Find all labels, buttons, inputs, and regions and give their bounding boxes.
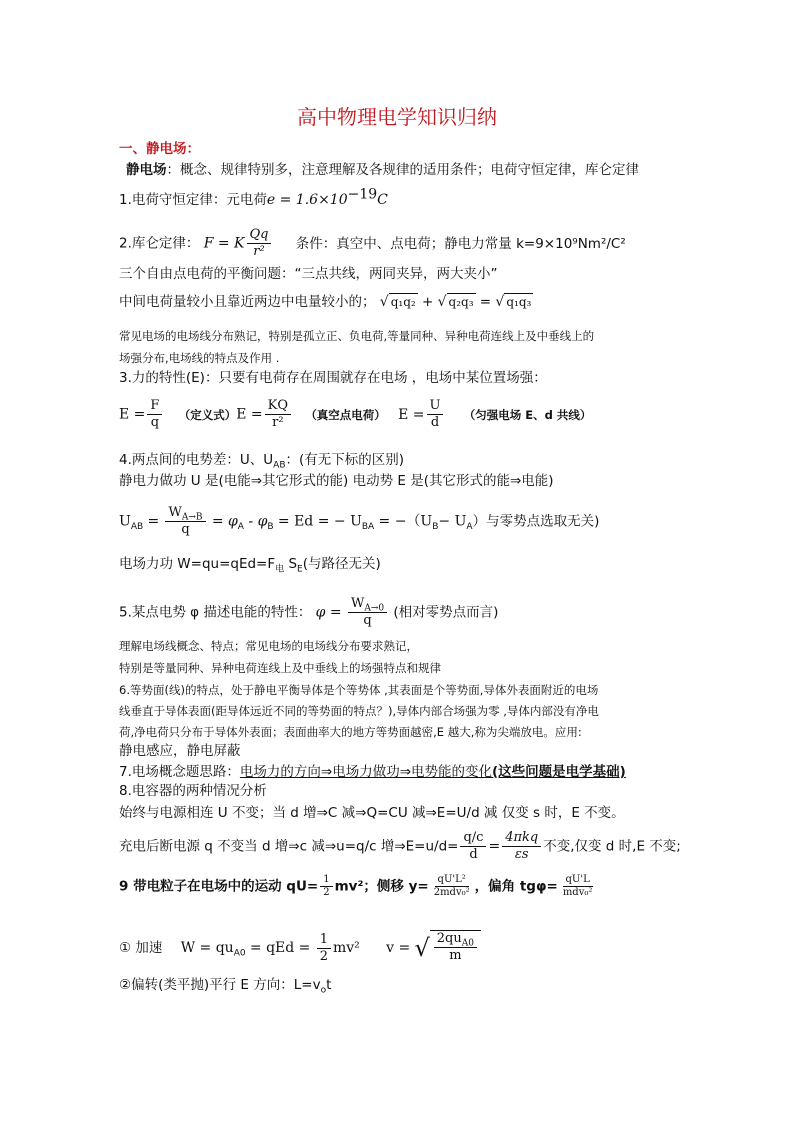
cap2-d2: εs — [514, 847, 529, 862]
potential-num-sub: A→0 — [364, 603, 385, 614]
cap2-tail: 不变,仅变 d 时,E 不变; — [543, 838, 681, 855]
coulomb-den: r² — [253, 244, 265, 259]
deflect-tail: t — [326, 977, 332, 993]
uab-left: U — [119, 513, 131, 530]
item-1-label: 1.电荷守恒定律：元电荷 — [119, 192, 267, 208]
uab-left-sub: AB — [130, 522, 144, 533]
accel-v: v = — [386, 940, 411, 956]
cap2-frac-1 — [460, 830, 486, 863]
uab-tail: = −（U — [378, 513, 433, 530]
common-field-line-1: 常见电场的电场线分布熟记，特别是孤立正、负电荷,等量同种、异种电荷连线上及中垂线上的 — [119, 329, 595, 343]
accelerate-line — [119, 930, 481, 966]
item-1-exp: −19 — [347, 186, 378, 203]
cap2-lead: 充电后断电源 q 不变当 d 增⇒c 减⇒u=q/c 增⇒E=u/d= — [119, 838, 459, 855]
sqrt-1-term: q₁q₂ — [390, 295, 416, 309]
potential-frac — [348, 596, 387, 629]
item-9-t-num: qU'L — [563, 874, 593, 887]
cap2-d1: d — [469, 847, 478, 862]
accel-label: ① 加速 — [119, 940, 163, 956]
accel-half-num: 1 — [317, 932, 331, 949]
potential-num: W — [350, 596, 365, 611]
coulomb-num: Qq — [247, 227, 272, 244]
field-work-line: 电场力功 $W=qu=qEd=F_电$ $S_E$(与路径无关) — [119, 556, 381, 575]
field-formulas — [119, 398, 591, 431]
sqrt-1: √ q₁q₂ — [379, 294, 416, 310]
middle-charge-text: 中间电荷量较小且靠近两边中电量较小的； — [119, 294, 376, 310]
e-uniform-num: U — [427, 398, 444, 415]
intro-bold: 静电场 — [126, 162, 167, 178]
item-9-half-den: 2 — [323, 887, 330, 898]
item-6-line-4: 静电感应，静电屏蔽 — [119, 743, 241, 759]
item-9-half — [320, 874, 332, 899]
uab-den: q — [181, 522, 190, 537]
uab-num: W — [168, 505, 182, 520]
sqrt-3-term: q₁q₃ — [506, 295, 532, 309]
item-1-unit: C — [377, 192, 388, 208]
understand-line-1: 理解电场线概念、特点；常见电场的电场线分布要求熟记， — [119, 639, 418, 653]
understand-line-2: 特别是等量同种、异种电荷连线上及中垂线上的场强特点和规律 — [119, 661, 441, 675]
e-point-note: （真空点电荷） — [305, 407, 386, 422]
item-9-lead: 9 带电粒子在电场中的运动 qU= — [119, 878, 319, 895]
field-work-text: 电场力功 W=qu=qEd=F — [119, 556, 276, 572]
uab-mid: = φ — [211, 513, 238, 530]
common-field-line-2: 场强分布,电场线的特点及作用 . — [119, 351, 280, 365]
cap2-n1: q/c — [460, 830, 486, 847]
item-3: 3.力的特性(E)：只要有电荷存在周围就存在电场 ，电场中某位置场强： — [119, 370, 547, 386]
item-9-mid: ，偏角 tgφ= — [474, 878, 558, 895]
sqrt-2-term: q₂q₃ — [448, 295, 474, 309]
sqrt-3: √ q₁q₃ — [495, 294, 532, 310]
item-9-y-frac — [431, 874, 473, 899]
item-1 — [119, 186, 388, 209]
item-1-formula: e = 1.6×10 — [266, 192, 348, 208]
work-line: 静电力做功 U 是(电能⇒其它形式的能) 电动势 E 是(其它形式的能⇒电能) — [119, 473, 554, 489]
e-point-frac — [265, 398, 291, 431]
item-2-label: 2.库仑定律： — [119, 235, 200, 252]
item-4-tail: ：(有无下标的区别) — [285, 452, 405, 468]
e-uniform-note: （匀强电场 E、d 共线） — [463, 407, 592, 422]
item-9-t-frac — [560, 874, 596, 899]
accel-half — [317, 932, 331, 965]
item-9-t-den: mdv₀² — [562, 887, 593, 898]
item-9-mv: mv²；侧移 y= — [334, 878, 429, 895]
item-9-y-num: qU'L² — [435, 874, 469, 887]
e-label-1: E = — [119, 406, 146, 423]
item-7 — [119, 763, 626, 781]
e-label-3: E = — [398, 406, 425, 423]
item-7-lead: 7.电场概念题思路： — [119, 764, 240, 780]
capacitor-case-1: 始终与电源相连 U 不变；当 d 增⇒C 减⇒Q=CU 减⇒E=U/d 减 仅变 s 时，E 不变。 — [119, 805, 625, 821]
item-5: 5.某点电势 φ 描述电能的特性： φ = $\frac{W_{A\to 0}}{q}$ (相对零势点而言) — [119, 596, 499, 628]
three-charges-line: 三个自由点电荷的平衡问题：“三点共线，两同夹异，两大夹小” — [119, 266, 498, 282]
accel-v-num: 2qu — [436, 931, 462, 946]
item-5-label: 5.某点电势 φ 描述电能的特性： — [119, 604, 312, 621]
uab-formula: $U_{AB}$ = $\frac{W_{A\to B}}{q}$ = $\varphi_A - \varphi_B = Ed$ = − $U_{BA} = -(U_B- U_A)$与零势点选取无关) — [119, 505, 600, 537]
accel-half-den: 2 — [319, 948, 328, 964]
accel-v-den: m — [449, 948, 462, 963]
cap2-n2: 4πkq — [502, 830, 541, 847]
field-work-end: (与路径无关) — [302, 556, 381, 572]
accel-v-num-sub: A0 — [461, 938, 474, 949]
accel-w: W = qu — [180, 940, 234, 956]
middle-charge-line: 中间电荷量较小且靠近两边中电量较小的； √ q₁q₂ + √ q₂q₃ = √ q₁q₃ — [119, 294, 532, 310]
item-9-half-num: 1 — [320, 874, 332, 887]
item-4 — [119, 451, 404, 469]
item-6-line-2: 线垂直于导体表面(距导体远近不同的等势面的特点？),导体内部合场强为零 ,导体内部没有净电 — [119, 704, 599, 718]
accel-eq: = qEd = — [249, 940, 311, 956]
item-9 — [119, 874, 597, 899]
item-6-line-3: 荷,净电荷只分布于导体外表面；表面曲率大的地方等势面越密,E 越大,称为尖端放电。应用: — [119, 725, 582, 739]
item-4-text: 4.两点间的电势差：U、U — [119, 452, 274, 468]
cap2-frac-2 — [502, 830, 541, 863]
e-def-note: （定义式） — [178, 407, 237, 422]
uab-num-sub: A→B — [181, 512, 203, 523]
e-uniform-den: d — [430, 415, 440, 430]
field-work-s: S — [288, 556, 298, 572]
e-uniform-frac — [427, 398, 444, 431]
item-8: 8.电容器的两种情况分析 — [119, 783, 267, 799]
e-def-den: q — [150, 415, 160, 430]
intro-text: ：概念、规律特别多，注意理解及各规律的适用条件；电荷守恒定律，库仑定律 — [166, 162, 639, 178]
item-7-chain: 电场力的方向⇒电场力做功⇒电势能的变化 — [239, 764, 493, 780]
deflect-line — [119, 976, 331, 994]
uab-end: ）与零势点选取无关) — [472, 513, 600, 530]
section-heading: 一、静电场： — [119, 141, 200, 157]
field-work-sub: 电 — [275, 564, 285, 575]
item-2 — [119, 227, 626, 260]
item-6-line-1: 6.等势面(线)的特点，处于静电平衡导体是个等势体 ,其表面是个等势面,导体外表面附近的电场 — [119, 683, 599, 697]
accel-mv: mv² — [332, 940, 360, 956]
intro-line — [126, 161, 639, 179]
deflect-sub: o — [320, 985, 327, 996]
item-9-y-den: 2mdv₀² — [433, 887, 470, 898]
capacitor-case-2: 充电后断电源 q 不变当 d 增⇒c 减⇒u=q/c 增⇒E=u/d= $\frac{q/c}{d}$ = $\frac{\text{4πkq}}{\varepsilon s}$ 不变,仅变 d 时,E 不变; — [119, 830, 681, 862]
deflect-text: ②偏转(类平抛)平行 E 方向：L=v — [119, 977, 321, 993]
e-point-den: r² — [272, 415, 284, 430]
accel-w-sub: A0 — [233, 948, 246, 959]
e-point-num: KQ — [265, 398, 291, 415]
coulomb-formula-left: F = K — [203, 235, 245, 252]
item-4-sub: AB — [273, 460, 286, 471]
uab-frac — [165, 505, 205, 538]
page-title: 高中物理电学知识归纳 — [297, 105, 497, 129]
item-7-tail: (这些问题是电学基础) — [492, 764, 626, 780]
coulomb-fraction — [247, 227, 272, 260]
e-label-2: E = — [236, 406, 263, 423]
e-def-num: F — [147, 398, 162, 415]
potential-den: q — [363, 613, 372, 628]
accel-sqrt: √ $\frac{2qu_{A0}}{m}$ — [414, 930, 481, 966]
item-5-note: (相对零势点而言) — [393, 604, 499, 621]
sqrt-2: √ q₂q₃ — [437, 294, 474, 310]
coulomb-condition: 条件：真空中、点电荷；静电力常量 k=9×10⁹Nm²/C² — [295, 235, 626, 252]
e-def-frac — [147, 398, 162, 431]
uab-rest: = Ed = − U — [277, 513, 362, 530]
